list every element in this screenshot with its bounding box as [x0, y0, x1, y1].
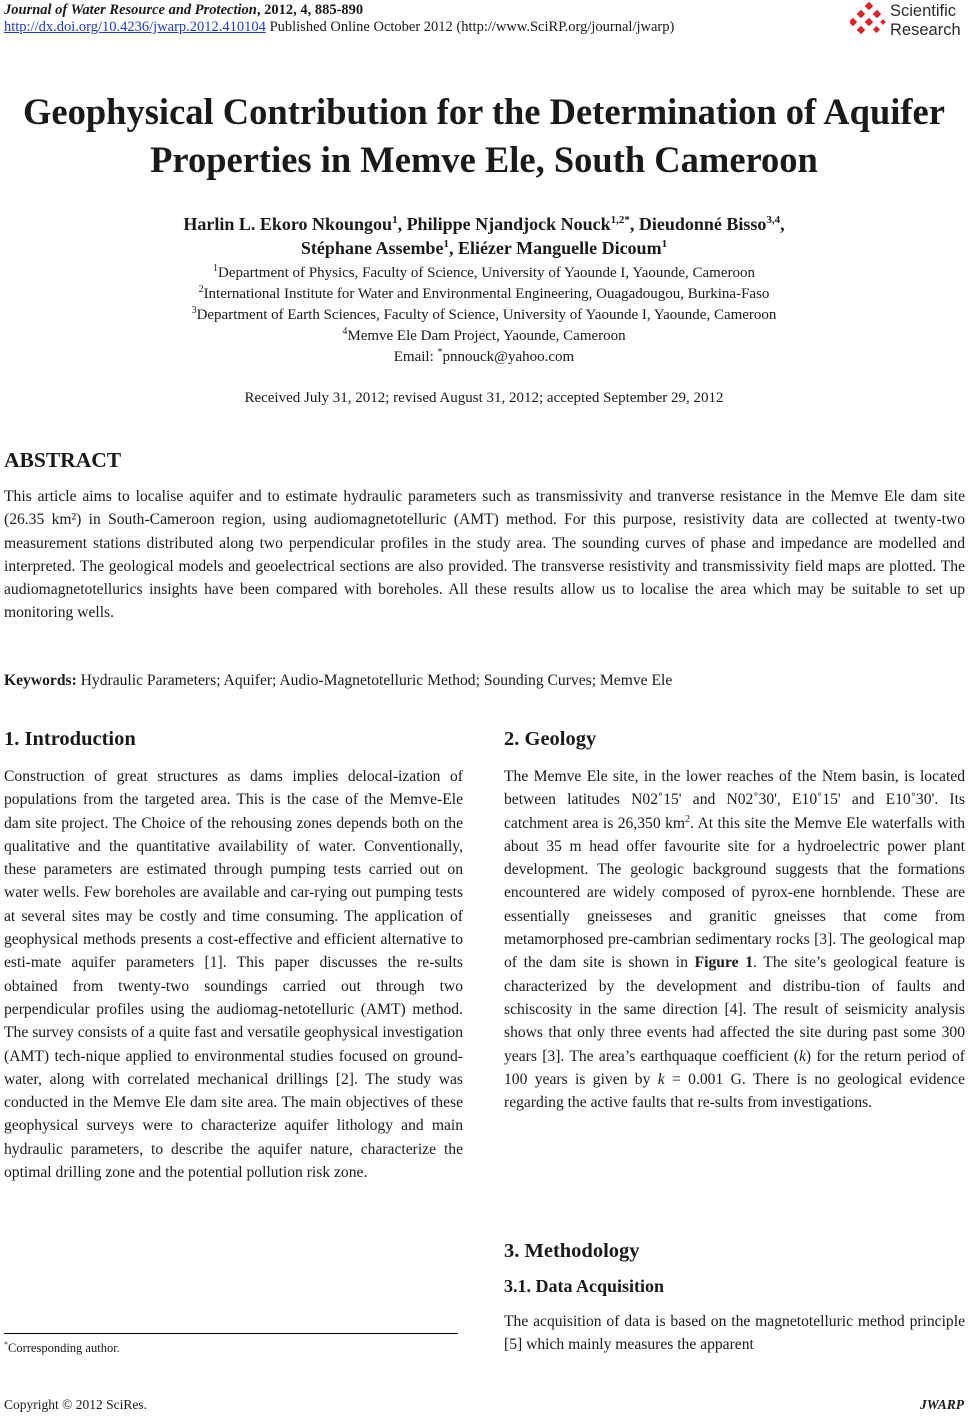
- affiliation-list: [0, 263, 968, 368]
- introduction-heading: 1. Introduction: [4, 728, 136, 750]
- affiliation-number: 4: [342, 326, 348, 337]
- published-online-text: Published Online October 2012 (http://www.SciRP.org/journal/jwarp): [265, 19, 675, 35]
- geology-text: = 0.001 G. There is no geological evidence regarding the active faults that re-sults from investigations.: [504, 1070, 965, 1112]
- introduction-body: Construction of great structures as dams implies delocal-ization of populations from the targeted area. This is the case of the Memve-Ele dam site project. The Choice of the rehousing zones depends both on the qualitative and the quantitative availability of water. Conventionally, these parameters are estimated through pumping tests carried out on water wells. Few boreholes are available and car-rying out pumping tests at several sites may be costly and time consuming. The application of geophysical methods presents a cost-effective and efficient alternative to esti-mate aquifer parameters [1]. This paper discusses the re-sults obtained from twenty-two soundings carried out through two perpendicular profiles using the audiomag-netotelluric (AMT) method. The survey consists of a quite fast and versatile geophysical investigation (AMT) tech-nique applied to environmental studies focused on ground-water, along with correlated mechanical drillings [2]. The study was conducted in the Memve Ele dam site area. The main objectives of these geophysical surveys were to characterize aquifer lithology and main hydraulic parameters, to describe the aquifer nature, characterize the optimal drilling zone and the potential pollution risk zone.: [4, 768, 463, 1182]
- footnote-divider: [4, 1333, 458, 1334]
- author-name: Stéphane Assembe: [300, 238, 444, 258]
- author-separator: ,: [629, 214, 639, 234]
- journal-name: Journal of Water Resource and Protection: [4, 2, 257, 18]
- affiliation-text: Department of Earth Sciences, Faculty of Science, University of Yaounde I, Yaounde, Cameroon: [196, 307, 777, 323]
- title-line-2: Properties in Memve Ele, South Cameroon: [150, 139, 818, 180]
- email-line: [0, 347, 968, 368]
- affiliation-item: [0, 284, 968, 305]
- author-affiliation-marker: 1: [392, 214, 398, 226]
- data-acquisition-subheading: 3.1. Data Acquisition: [504, 1276, 665, 1296]
- author-separator: ,: [780, 214, 785, 234]
- journal-abbreviation: JWARP: [919, 1397, 964, 1412]
- footnote: [4, 1340, 120, 1356]
- geology-heading: 2. Geology: [504, 728, 597, 750]
- geology-text: The Memve Ele site, in the lower reaches of the Ntem basin, is located between latitudes N02˚15' and N02˚30', E10˚15' and E10˚30'. Its catchment area is 26,350 km: [504, 768, 965, 832]
- affiliation-number: 1: [213, 263, 218, 274]
- paper-title: [0, 88, 968, 184]
- footnote-marker: *: [4, 1340, 8, 1349]
- author-affiliation-marker: 1,2*: [610, 214, 630, 226]
- superscript: 2: [685, 813, 690, 825]
- author-line-2: [0, 236, 968, 260]
- figure-reference[interactable]: Figure 1: [694, 954, 753, 972]
- affiliation-item: [0, 305, 968, 326]
- geology-text: . The site’s geological feature is characterized by the development and distribu-tion of faults and schiscosity in the same direction [4]. The result of seismicity analysis shows that only three events had affected the site during past some 300 years [3]. The area’s earthquaque coefficient (: [504, 954, 965, 1065]
- received-dates: Received July 31, 2012; revised August 31, 2012; accepted September 29, 2012: [244, 390, 724, 406]
- doi-link[interactable]: http://dx.doi.org/10.4236/jwarp.2012.410104: [4, 19, 266, 35]
- title-line-1: Geophysical Contribution for the Determination of Aquifer: [23, 91, 945, 132]
- affiliation-number: 2: [198, 284, 204, 295]
- footnote-text: Corresponding author.: [8, 1341, 120, 1355]
- logo-text: [890, 2, 961, 40]
- abstract-body: This article aims to localise aquifer and to estimate hydraulic parameters such as transmissivity and tranverse resistance in the Memve Ele dam site (26.35 km²) in South-Cameroon region, using audiomagnetotelluric (AMT) method. For this purpose, resistivity data are collected at twenty-two measurement stations distributed along two perpendicular profiles in the study area. The sounding curves of phase and impedance are modelled and interpreted. The geological models and geoelectrical sections are also provided. The transverse resistivity and transmissivity field maps are plotted. The audiomagnetotellurics insights have been compared with boreholes. All these results allow us to localise the area which may be suitable to set up monitoring wells.: [4, 488, 965, 622]
- math-variable: k: [657, 1070, 665, 1088]
- affiliation-text: Memve Ele Dam Project, Yaounde, Cameroon: [347, 328, 626, 344]
- keywords: [4, 670, 965, 692]
- abstract-heading: ABSTRACT: [4, 448, 122, 472]
- author-name: Harlin L. Ekoro Nkoungou: [183, 214, 393, 234]
- email-address[interactable]: pnnouck@yahoo.com: [442, 349, 575, 365]
- author-affiliation-marker: 1: [661, 238, 668, 250]
- math-variable: k: [798, 1047, 806, 1065]
- affiliation-text: Department of Physics, Faculty of Science, University of Yaounde I, Yaounde, Cameroon: [218, 265, 755, 281]
- copyright-notice: Copyright © 2012 SciRes.: [4, 1397, 148, 1412]
- geology-body: [504, 765, 965, 1114]
- logo-line-1: Scientific: [890, 2, 957, 20]
- corresponding-marker: *: [437, 347, 443, 358]
- email-label: Email:: [393, 349, 438, 365]
- scientific-research-logo: [850, 2, 968, 42]
- author-affiliation-marker: 3,4: [766, 214, 781, 226]
- journal-citation: [4, 2, 363, 19]
- author-line-1: [0, 212, 968, 236]
- doi-line: [4, 19, 674, 36]
- author-separator: ,: [448, 238, 458, 258]
- geology-text: ) for the return period of 100 years is given by: [504, 1047, 965, 1088]
- author-name: Eliézer Manguelle Dicoum: [457, 238, 662, 258]
- methodology-body: The acquisition of data is based on the magnetotelluric method principle [5] which mainly measures the apparent: [504, 1313, 965, 1354]
- author-list: [0, 212, 968, 260]
- journal-volume: , 2012, 4, 885-890: [256, 2, 364, 18]
- methodology-heading: 3. Methodology: [504, 1240, 640, 1262]
- affiliation-item: [0, 263, 968, 284]
- keywords-label: Keywords:: [4, 672, 77, 689]
- affiliation-text: International Institute for Water and Environmental Engineering, Ouagadougou, Burkina-Faso: [203, 286, 770, 302]
- affiliation-number: 3: [191, 305, 197, 316]
- author-name: Dieudonné Bisso: [638, 214, 767, 234]
- author-separator: ,: [397, 214, 407, 234]
- logo-mark-icon: [850, 2, 890, 42]
- author-affiliation-marker: 1: [443, 238, 449, 250]
- affiliation-item: [0, 326, 968, 347]
- logo-line-2: Research: [890, 21, 961, 39]
- author-name: Philippe Njandjock Nouck: [406, 214, 611, 234]
- geology-text: . At this site the Memve Ele waterfalls with about 35 m head offer favourite site for a hydroelectric power plant development. The geologic background suggests that the formations encountered are widely composed of pyrox-ene hornblende. These are essentially gneisseses and granitic gneisses that come from metamorphosed pre-cambrian sedimentary rocks [3]. The geological map of the dam site is shown in: [504, 814, 965, 972]
- keywords-text: Hydraulic Parameters; Aquifer; Audio-Magnetotelluric Method; Sounding Curves; Memve Ele: [76, 672, 673, 689]
